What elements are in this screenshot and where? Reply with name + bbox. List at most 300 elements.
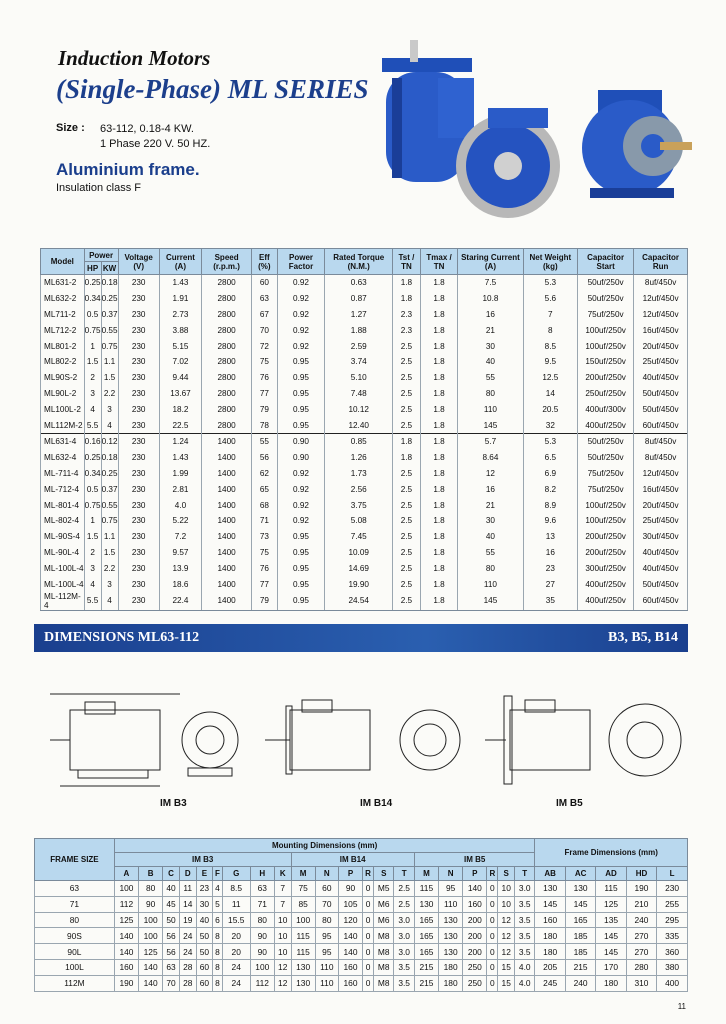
dim-col-header: N <box>315 867 338 881</box>
spec-cell: 12uf/450v <box>634 307 688 323</box>
dim-cell: 24 <box>179 944 196 960</box>
spec-row <box>41 275 688 291</box>
title-line-1: Induction Motors <box>58 46 211 70</box>
spec-cell: ML-100L-4 <box>41 560 85 576</box>
spec-cell: 30uf/450v <box>634 529 688 545</box>
dim-cell: 180 <box>535 944 565 960</box>
spec-cell: 1.91 <box>159 291 201 307</box>
dim-cell: 180 <box>535 928 565 944</box>
label-im-b14: IM B14 <box>360 798 393 809</box>
dim-cell: 145 <box>596 944 626 960</box>
spec-cell: 73 <box>252 529 277 545</box>
spec-cell: 0.95 <box>277 401 325 417</box>
dim-col-header: S <box>498 867 515 881</box>
spec-cell: 2.5 <box>392 354 420 370</box>
dim-cell: 110 <box>315 975 338 991</box>
spec-cell: 78 <box>252 417 277 433</box>
dim-cell: 24 <box>222 959 250 975</box>
spec-cell: 1.5 <box>101 370 118 386</box>
col-capacitor-run: Capacitor Run <box>634 249 688 275</box>
dim-cell: M8 <box>374 928 394 944</box>
spec-cell: 2.5 <box>392 529 420 545</box>
spec-cell: 230 <box>118 291 159 307</box>
spec-cell: 2.73 <box>159 307 201 323</box>
spec-row <box>41 291 688 307</box>
spec-cell: 0.90 <box>277 450 325 466</box>
spec-cell: 5.3 <box>523 275 577 291</box>
dim-cell: 335 <box>657 928 688 944</box>
dim-cell: 115 <box>291 928 315 944</box>
spec-row <box>41 576 688 592</box>
spec-cell: 1.5 <box>84 529 101 545</box>
spec-cell: 2.5 <box>392 497 420 513</box>
dim-cell: 10 <box>274 912 291 928</box>
spec-cell: 2.5 <box>392 466 420 482</box>
spec-row <box>41 529 688 545</box>
dim-col-header: R <box>487 867 498 881</box>
dim-cell: 140 <box>338 928 362 944</box>
spec-cell: 0.37 <box>101 481 118 497</box>
spec-cell: 0.95 <box>277 529 325 545</box>
spec-cell: 80 <box>458 386 523 402</box>
spec-cell: 23 <box>523 560 577 576</box>
spec-cell: 3 <box>101 576 118 592</box>
label-im-b5: IM B5 <box>556 798 583 809</box>
spec-cell: 10.09 <box>325 545 393 561</box>
spec-cell: 24.54 <box>325 592 393 611</box>
dim-cell: M6 <box>374 912 394 928</box>
spec-cell: 7.2 <box>159 529 201 545</box>
spec-cell: ML90S-2 <box>41 370 85 386</box>
spec-cell: 14.69 <box>325 560 393 576</box>
dim-cell: 160 <box>114 959 138 975</box>
spec-cell: 1.8 <box>420 401 457 417</box>
dim-cell: 95 <box>315 928 338 944</box>
spec-cell: 40uf/450v <box>634 560 688 576</box>
spec-cell: 13.9 <box>159 560 201 576</box>
spec-cell: 50uf/450v <box>634 401 688 417</box>
dim-cell: 8 <box>213 944 223 960</box>
spec-cell: 16uf/450v <box>634 322 688 338</box>
spec-cell: 60 <box>252 275 277 291</box>
spec-cell: 145 <box>458 417 523 433</box>
dim-cell: 100 <box>291 912 315 928</box>
size-values <box>100 122 210 152</box>
dim-col-header: M <box>291 867 315 881</box>
dim-cell: 130 <box>565 881 595 897</box>
dim-cell: 40 <box>196 912 213 928</box>
spec-cell: 0.75 <box>84 322 101 338</box>
spec-cell: 1400 <box>202 481 252 497</box>
spec-cell: 2.5 <box>392 338 420 354</box>
spec-cell: 0.87 <box>325 291 393 307</box>
spec-cell: ML-712-4 <box>41 481 85 497</box>
dim-row <box>35 896 688 912</box>
dim-cell: 135 <box>596 912 626 928</box>
spec-cell: 7.02 <box>159 354 201 370</box>
spec-cell: 1.8 <box>420 370 457 386</box>
spec-cell: ML-90L-4 <box>41 545 85 561</box>
spec-cell: 25uf/450v <box>634 354 688 370</box>
spec-cell: 5.3 <box>523 433 577 449</box>
dim-cell: 280 <box>626 959 656 975</box>
spec-cell: 1.8 <box>392 433 420 449</box>
spec-cell: 1.43 <box>159 275 201 291</box>
spec-cell: 2800 <box>202 338 252 354</box>
dim-col-header: B <box>139 867 163 881</box>
dim-cell: 170 <box>596 959 626 975</box>
spec-cell: 55 <box>458 545 523 561</box>
dim-cell: 125 <box>596 896 626 912</box>
dim-cell: 3.0 <box>394 944 414 960</box>
spec-cell: 1.8 <box>420 497 457 513</box>
spec-cell: 40uf/450v <box>634 545 688 561</box>
spec-cell: 1.8 <box>420 513 457 529</box>
spec-cell: 7.48 <box>325 386 393 402</box>
frame-size-cell: 63 <box>35 881 115 897</box>
dim-cell: 125 <box>114 912 138 928</box>
spec-cell: 5.15 <box>159 338 201 354</box>
spec-cell: 22.5 <box>159 417 201 433</box>
dim-col-header: H <box>250 867 274 881</box>
spec-cell: 2.3 <box>392 322 420 338</box>
spec-cell: 16 <box>458 481 523 497</box>
spec-cell: 1400 <box>202 513 252 529</box>
spec-cell: 230 <box>118 560 159 576</box>
dim-cell: 10 <box>274 928 291 944</box>
spec-cell: 1.5 <box>101 545 118 561</box>
spec-cell: 2.3 <box>392 307 420 323</box>
dim-cell: 6 <box>213 912 223 928</box>
dim-cell: 45 <box>163 896 180 912</box>
spec-cell: 68 <box>252 497 277 513</box>
spec-cell: 0.25 <box>101 291 118 307</box>
spec-cell: 1.8 <box>420 592 457 611</box>
dim-cell: 100 <box>139 928 163 944</box>
spec-cell: 1.8 <box>392 275 420 291</box>
dim-cell: 215 <box>414 975 438 991</box>
dim-cell: 0 <box>487 912 498 928</box>
dim-cell: 90 <box>250 944 274 960</box>
spec-cell: ML631-2 <box>41 275 85 291</box>
spec-cell: 2.5 <box>392 513 420 529</box>
dim-cell: 8 <box>213 959 223 975</box>
spec-cell: 60uf/450v <box>634 417 688 433</box>
dim-cell: 30 <box>196 896 213 912</box>
spec-cell: 0.95 <box>277 370 325 386</box>
spec-cell: 5.08 <box>325 513 393 529</box>
dim-cell: 70 <box>315 896 338 912</box>
col-frame-size: FRAME SIZE <box>35 839 115 881</box>
spec-cell: 40 <box>458 529 523 545</box>
spec-cell: 1.8 <box>420 560 457 576</box>
spec-cell: 100uf/250v <box>578 497 634 513</box>
col-eff: Eff (%) <box>252 249 277 275</box>
spec-cell: 50uf/250v <box>578 275 634 291</box>
spec-cell: 230 <box>118 497 159 513</box>
dim-cell: 24 <box>222 975 250 991</box>
spec-cell: 30 <box>458 513 523 529</box>
spec-cell: 400uf/250v <box>578 592 634 611</box>
spec-cell: 40 <box>458 354 523 370</box>
spec-cell: 150uf/250v <box>578 354 634 370</box>
dim-cell: 250 <box>463 959 487 975</box>
spec-cell: 1.8 <box>420 545 457 561</box>
spec-cell: 1.8 <box>420 291 457 307</box>
spec-cell: 4 <box>84 576 101 592</box>
spec-cell: 2.59 <box>325 338 393 354</box>
dim-cell: 3.0 <box>394 912 414 928</box>
dim-cell: 7 <box>274 881 291 897</box>
spec-cell: 0.75 <box>84 497 101 513</box>
dim-cell: 3.5 <box>394 959 414 975</box>
spec-cell: 1400 <box>202 560 252 576</box>
dim-col-header: P <box>338 867 362 881</box>
dim-cell: 145 <box>535 896 565 912</box>
dim-cell: 180 <box>439 975 463 991</box>
dim-col-header: A <box>114 867 138 881</box>
spec-cell: 14 <box>523 386 577 402</box>
dim-cell: 165 <box>414 912 438 928</box>
spec-cell: 230 <box>118 481 159 497</box>
spec-cell: 8uf/450v <box>634 433 688 449</box>
dim-cell: 56 <box>163 944 180 960</box>
size-label: Size : <box>56 122 85 134</box>
spec-cell: 2800 <box>202 417 252 433</box>
col-tst: Tst / TN <box>392 249 420 275</box>
spec-cell: 230 <box>118 370 159 386</box>
dim-cell: 50 <box>196 928 213 944</box>
dim-cell: 100 <box>139 912 163 928</box>
dim-cell: 8.5 <box>222 881 250 897</box>
spec-cell: 20uf/450v <box>634 338 688 354</box>
spec-cell: 2800 <box>202 370 252 386</box>
spec-cell: 230 <box>118 307 159 323</box>
spec-cell: 230 <box>118 529 159 545</box>
spec-cell: 2.5 <box>392 481 420 497</box>
spec-cell: 3 <box>84 560 101 576</box>
spec-cell: 5.5 <box>84 417 101 433</box>
spec-cell: 77 <box>252 576 277 592</box>
spec-cell: ML-802-4 <box>41 513 85 529</box>
dim-col-header: M <box>414 867 438 881</box>
spec-cell: 16uf/450v <box>634 481 688 497</box>
spec-cell: 7.5 <box>458 275 523 291</box>
dim-cell: 15 <box>498 959 515 975</box>
spec-cell: 1.1 <box>101 354 118 370</box>
spec-cell: 0.95 <box>277 386 325 402</box>
dim-cell: 0 <box>487 896 498 912</box>
dim-col-header: N <box>439 867 463 881</box>
spec-cell: 5.5 <box>84 592 101 611</box>
spec-cell: 2800 <box>202 291 252 307</box>
dim-cell: 240 <box>626 912 656 928</box>
spec-cell: 0.25 <box>84 275 101 291</box>
col-hp: HP <box>84 262 101 275</box>
spec-cell: 16 <box>523 545 577 561</box>
spec-row <box>41 370 688 386</box>
dim-cell: 110 <box>315 959 338 975</box>
dim-cell: 80 <box>315 912 338 928</box>
spec-cell: 77 <box>252 386 277 402</box>
dim-col-header: HD <box>626 867 656 881</box>
dim-cell: 215 <box>565 959 595 975</box>
dim-cell: M8 <box>374 944 394 960</box>
spec-cell: 2.5 <box>392 560 420 576</box>
spec-cell: 3 <box>84 386 101 402</box>
dim-cell: 180 <box>439 959 463 975</box>
dim-cell: 105 <box>338 896 362 912</box>
dim-cell: 40 <box>163 881 180 897</box>
label-im-b3: IM B3 <box>160 798 187 809</box>
dim-cell: 90 <box>338 881 362 897</box>
dim-cell: 10 <box>498 896 515 912</box>
spec-cell: 32 <box>523 417 577 433</box>
dim-cell: 310 <box>626 975 656 991</box>
spec-cell: 1400 <box>202 529 252 545</box>
dim-cell: 0 <box>363 928 374 944</box>
spec-cell: ML712-2 <box>41 322 85 338</box>
spec-cell: 2.81 <box>159 481 201 497</box>
spec-row <box>41 354 688 370</box>
dim-cell: 200 <box>463 944 487 960</box>
group-im-b5: IM B5 <box>414 853 535 867</box>
spec-cell: 230 <box>118 592 159 611</box>
spec-cell: 10.8 <box>458 291 523 307</box>
spec-cell: 50uf/250v <box>578 450 634 466</box>
dim-cell: 11 <box>222 896 250 912</box>
spec-cell: 5.22 <box>159 513 201 529</box>
spec-cell: 4.0 <box>159 497 201 513</box>
spec-cell: 25uf/450v <box>634 513 688 529</box>
dim-cell: 4.0 <box>515 975 535 991</box>
dim-col-header: G <box>222 867 250 881</box>
size-line-2: 1 Phase 220 V. 50 HZ. <box>100 138 211 150</box>
dim-cell: 3.5 <box>515 944 535 960</box>
spec-cell: 0.92 <box>277 466 325 482</box>
dim-cell: 0 <box>363 944 374 960</box>
size-line-1: 63-112, 0.18-4 KW. <box>100 123 194 135</box>
spec-cell: 35 <box>523 592 577 611</box>
dim-cell: 140 <box>114 944 138 960</box>
dim-col-header: R <box>363 867 374 881</box>
dim-cell: 12 <box>498 912 515 928</box>
spec-cell: 1.8 <box>420 433 457 449</box>
spec-cell: 1.8 <box>420 386 457 402</box>
spec-cell: 1400 <box>202 545 252 561</box>
dim-col-header: F <box>213 867 223 881</box>
spec-cell: 2.5 <box>392 592 420 611</box>
dim-cell: 130 <box>291 959 315 975</box>
dim-row <box>35 959 688 975</box>
spec-cell: 1.8 <box>420 275 457 291</box>
dim-col-header: P <box>463 867 487 881</box>
spec-cell: 2800 <box>202 307 252 323</box>
spec-cell: 2.5 <box>392 545 420 561</box>
dim-cell: 85 <box>291 896 315 912</box>
dim-cell: 90 <box>139 896 163 912</box>
spec-cell: 100uf/250v <box>578 338 634 354</box>
spec-row <box>41 401 688 417</box>
spec-cell: 0.5 <box>84 307 101 323</box>
dim-cell: 125 <box>139 944 163 960</box>
spec-cell: 8 <box>523 322 577 338</box>
spec-cell: 76 <box>252 370 277 386</box>
spec-cell: 13 <box>523 529 577 545</box>
spec-cell: 1.26 <box>325 450 393 466</box>
spec-cell: 1400 <box>202 433 252 449</box>
spec-cell: 230 <box>118 417 159 433</box>
spec-cell: 76 <box>252 560 277 576</box>
spec-cell: 4 <box>101 417 118 433</box>
spec-cell: 230 <box>118 576 159 592</box>
dim-cell: 0 <box>487 928 498 944</box>
spec-cell: 0.25 <box>101 466 118 482</box>
dim-col-header: D <box>179 867 196 881</box>
dim-cell: 95 <box>315 944 338 960</box>
spec-cell: 21 <box>458 497 523 513</box>
spec-cell: 0.92 <box>277 275 325 291</box>
dim-cell: 3.0 <box>394 928 414 944</box>
dim-cell: 200 <box>463 928 487 944</box>
dim-cell: 60 <box>196 959 213 975</box>
col-net-weight: Net Weight (kg) <box>523 249 577 275</box>
spec-cell: 0.55 <box>101 322 118 338</box>
spec-cell: 0.18 <box>101 450 118 466</box>
spec-cell: 20uf/450v <box>634 497 688 513</box>
spec-cell: 1.27 <box>325 307 393 323</box>
spec-cell: 2.5 <box>392 401 420 417</box>
dim-cell: 215 <box>414 959 438 975</box>
spec-row <box>41 592 688 611</box>
spec-cell: 18.2 <box>159 401 201 417</box>
dim-cell: 140 <box>139 959 163 975</box>
dim-cell: 0 <box>487 944 498 960</box>
dim-cell: 75 <box>291 881 315 897</box>
spec-cell: 50uf/250v <box>578 433 634 449</box>
spec-row <box>41 386 688 402</box>
dim-cell: 0 <box>363 975 374 991</box>
spec-cell: 18.6 <box>159 576 201 592</box>
spec-cell: 12.40 <box>325 417 393 433</box>
spec-cell: 1.8 <box>420 450 457 466</box>
dim-cell: 71 <box>250 896 274 912</box>
col-kw: KW <box>102 263 117 273</box>
mounting-dimensions-header: Mounting Dimensions (mm) <box>114 839 535 853</box>
spec-cell: 0.90 <box>277 433 325 449</box>
spec-cell: 145 <box>458 592 523 611</box>
spec-cell: 75uf/250v <box>578 466 634 482</box>
spec-cell: 3.75 <box>325 497 393 513</box>
dim-cell: 0 <box>487 975 498 991</box>
dim-cell: 63 <box>163 959 180 975</box>
spec-cell: 100uf/250v <box>578 513 634 529</box>
col-capacitor-start: Capacitor Start <box>578 249 634 275</box>
spec-cell: 8.2 <box>523 481 577 497</box>
spec-cell: 230 <box>118 322 159 338</box>
col-tmax: Tmax / TN <box>420 249 457 275</box>
spec-cell: 2.2 <box>101 560 118 576</box>
spec-cell: 0.18 <box>101 275 118 291</box>
spec-cell: 5.10 <box>325 370 393 386</box>
group-im-b14: IM B14 <box>291 853 414 867</box>
dim-cell: 160 <box>338 959 362 975</box>
frame-size-cell: 80 <box>35 912 115 928</box>
dim-col-header: C <box>163 867 180 881</box>
spec-cell: 0.92 <box>277 322 325 338</box>
spec-cell: 0.5 <box>84 481 101 497</box>
dim-cell: 2.5 <box>394 881 414 897</box>
